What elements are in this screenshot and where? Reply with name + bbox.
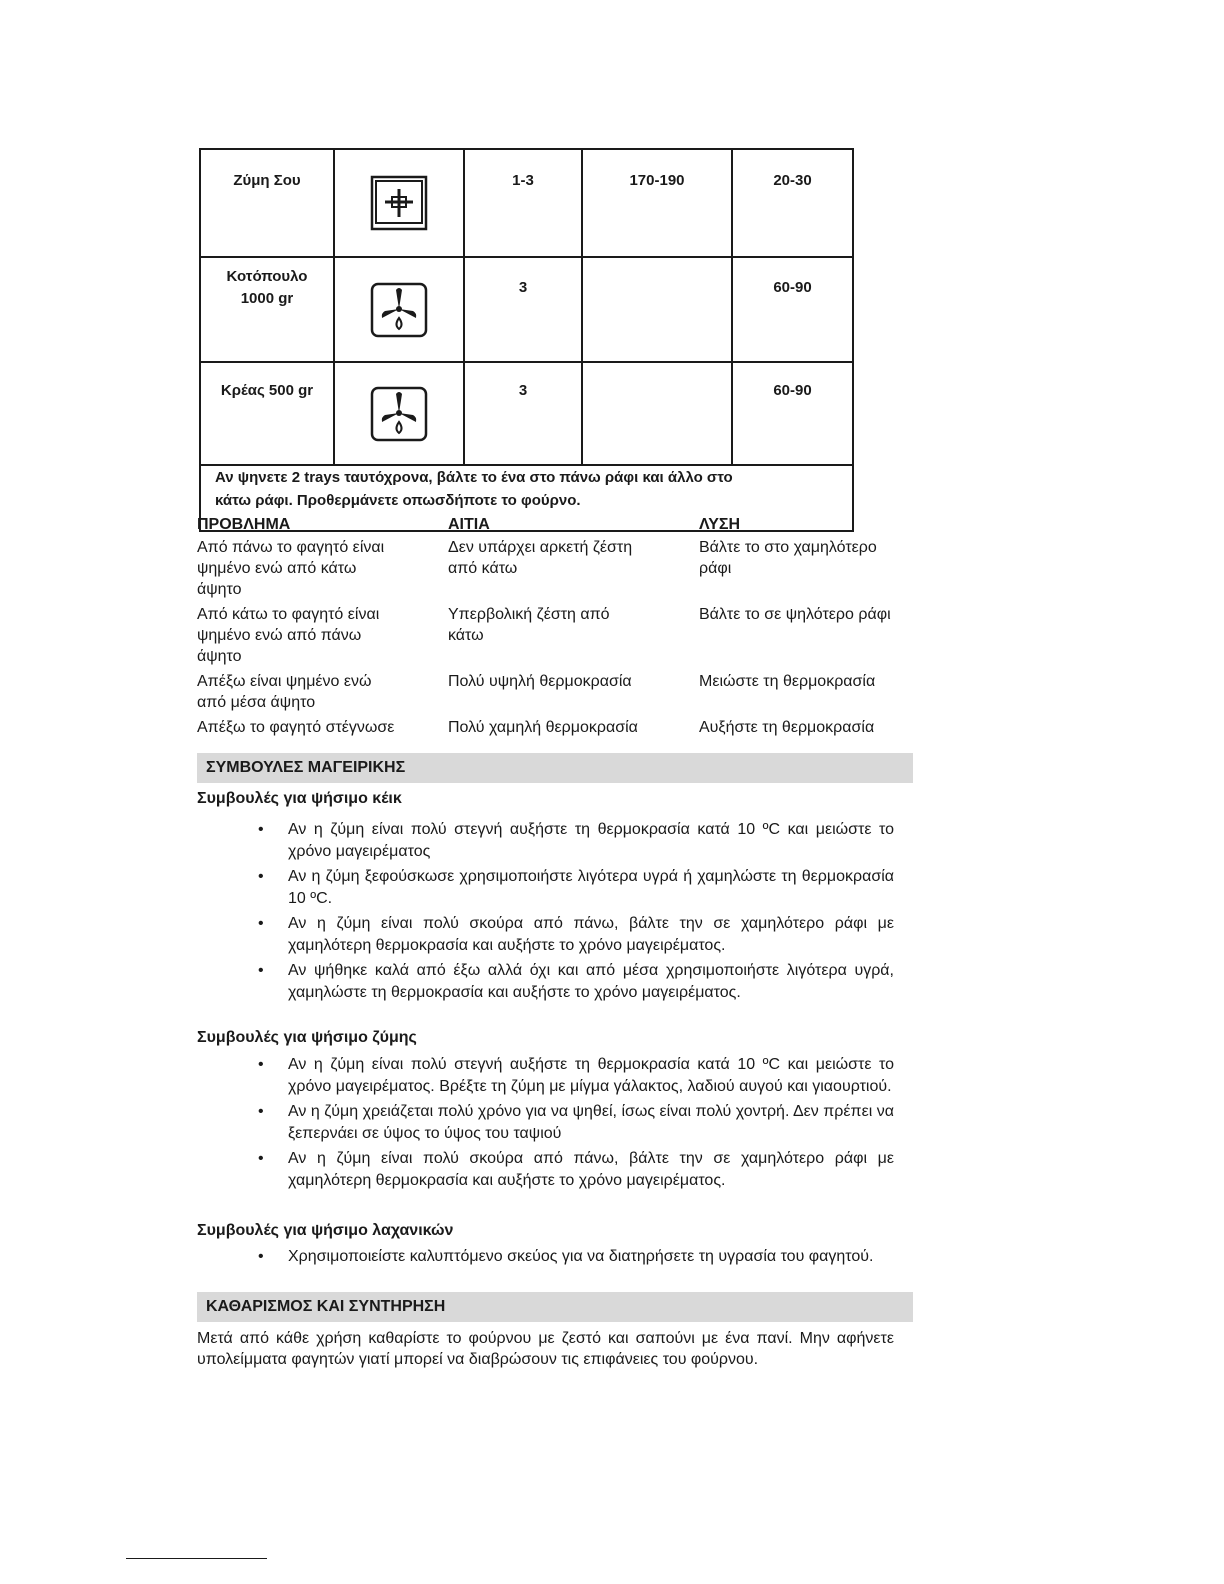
list-item: • Αν η ζύμη είναι πολύ στεγνή αυξήστε τη θερμοκρασία κατά 10 ºC και μειώστε το χρόνο μαγειρέματος. Βρέξτε τη ζύμη με μίγμα γάλακτος, λαδιού αυγού και γιαουρτιού.	[258, 1056, 894, 1095]
dough-tips-heading: Συμβουλές για ψήσιμο ζύμης	[197, 1029, 417, 1046]
cake-tips-heading: Συμβουλές για ψήσιμο κέικ	[197, 790, 402, 807]
shelf-level: 3	[464, 257, 582, 362]
cooking-time: 60-90	[732, 257, 853, 362]
solution-cell: Μειώστε τη θερμοκρασία	[699, 673, 876, 690]
cause-header: ΑΙΤΙΑ	[448, 516, 490, 533]
vegetable-tips-list	[254, 1246, 894, 1271]
table-note: Αν ψηνετε 2 trays ταυτόχρονα, βάλτε το ένα στο πάνω ράφι και άλλο στο κάτω ράφι. Προθερμάνετε οπωσδήποτε το φούρνο.	[200, 465, 853, 531]
dough-tips-list	[254, 1054, 894, 1195]
list-item: • Αν ψήθηκε καλά από έξω αλλά όχι και από μέσα χρησιμοποιήστε λιγότερα υγρά, χαμηλώστε τη θερμοκρασία και αυξήστε το χρόνο μαγειρέματος.	[258, 962, 894, 1001]
problem-cell: Απέξω είναι ψημένο ενώ από μέσα άψητο	[197, 673, 372, 711]
solution-cell: Βάλτε το στο χαμηλότερο ράφι	[699, 539, 877, 577]
table-row	[200, 257, 853, 362]
cause-cell: Δεν υπάρχει αρκετή ζέστη από κάτω	[448, 539, 633, 577]
fan-heating-icon	[334, 149, 464, 257]
list-item: • Αν η ζύμη είναι πολύ στεγνή αυξήστε τη θερμοκρασία κατά 10 ºC και μειώστε το χρόνο μαγειρέματος	[258, 821, 894, 860]
cake-tips-list	[254, 819, 894, 1007]
dish-name: Κρέας 500 gr	[200, 362, 334, 465]
cooking-tips-title: ΣΥΜΒΟΥΛΕΣ ΜΑΓΕΙΡΙΚΗΣ	[197, 753, 913, 783]
grill-fan-icon	[334, 362, 464, 465]
problem-cell: Απέξω το φαγητό στέγνωσε	[197, 719, 395, 736]
temperature: 170-190	[582, 149, 732, 257]
dish-name: Ζύμη Σου	[200, 149, 334, 257]
list-item: • Αν η ζύμη χρειάζεται πολύ χρόνο για να ψηθεί, ίσως είναι πολύ χοντρή. Δεν πρέπει να ξεπερνάει σε ύψος το ύψος του ταψιού	[258, 1103, 894, 1142]
problem-header: ΠΡΟΒΛΗΜΑ	[197, 516, 291, 533]
solution-cell: Αυξήστε τη θερμοκρασία	[699, 719, 875, 736]
temperature	[582, 362, 732, 465]
troubleshooting-table	[197, 513, 937, 742]
list-item: • Αν η ζύμη είναι πολύ σκούρα από πάνω, βάλτε την σε χαμηλότερο ράφι με χαμηλότερη θερμοκρασία και αυξήστε το χρόνο μαγειρέματος.	[258, 1150, 894, 1189]
table-row	[197, 717, 937, 742]
temperature	[582, 257, 732, 362]
dish-name: Κοτόπουλο 1000 gr	[200, 257, 334, 362]
cooking-table	[199, 148, 854, 532]
vegetable-tips-heading: Συμβουλές για ψήσιμο λαχανικών	[197, 1222, 454, 1239]
table-row	[197, 604, 937, 671]
table-row	[197, 671, 937, 717]
cooking-time: 20-30	[732, 149, 853, 257]
table-row	[200, 149, 853, 257]
cause-cell: Υπερβολική ζέστη από κάτω	[448, 606, 610, 644]
footnote-rule	[126, 1558, 267, 1559]
list-item: • Αν η ζύμη ξεφούσκωσε χρησιμοποιήστε λιγότερα υγρά ή χαμηλώστε τη θερμοκρασία 10 ºC.	[258, 868, 894, 907]
cleaning-text: Μετά από κάθε χρήση καθαρίστε το φούρνου με ζεστό και σαπούνι με ένα πανί. Μην αφήνετε υπολείμματα φαγητών γιατί μπορεί να διαβρώσουν τις επιφάνειες του φούρνου.	[197, 1330, 894, 1368]
shelf-level: 3	[464, 362, 582, 465]
grill-fan-icon	[334, 257, 464, 362]
problem-cell: Από κάτω το φαγητό είναι ψημένο ενώ από πάνω άψητο	[197, 606, 380, 665]
cause-cell: Πολύ χαμηλή θερμοκρασία	[448, 719, 638, 736]
shelf-level: 1-3	[464, 149, 582, 257]
problem-cell: Από πάνω το φαγητό είναι ψημένο ενώ από κάτω άψητο	[197, 539, 385, 598]
table-row	[200, 362, 853, 465]
table-row	[197, 537, 937, 604]
list-item: • Χρησιμοποιείστε καλυπτόμενο σκεύος για να διατηρήσετε τη υγρασία του φαγητού.	[258, 1248, 874, 1265]
cause-cell: Πολύ υψηλή θερμοκρασία	[448, 673, 632, 690]
solution-header: ΛΥΣΗ	[699, 516, 741, 533]
list-item: • Αν η ζύμη είναι πολύ σκούρα από πάνω, βάλτε την σε χαμηλότερο ράφι με χαμηλότερη θερμοκρασία και αυξήστε το χρόνο μαγειρέματος.	[258, 915, 894, 954]
solution-cell: Βάλτε το σε ψηλότερο ράφι	[699, 606, 891, 623]
header-row	[197, 513, 937, 537]
cooking-time: 60-90	[732, 362, 853, 465]
cleaning-title: ΚΑΘΑΡΙΣΜΟΣ ΚΑΙ ΣΥΝΤΗΡΗΣΗ	[197, 1292, 913, 1322]
